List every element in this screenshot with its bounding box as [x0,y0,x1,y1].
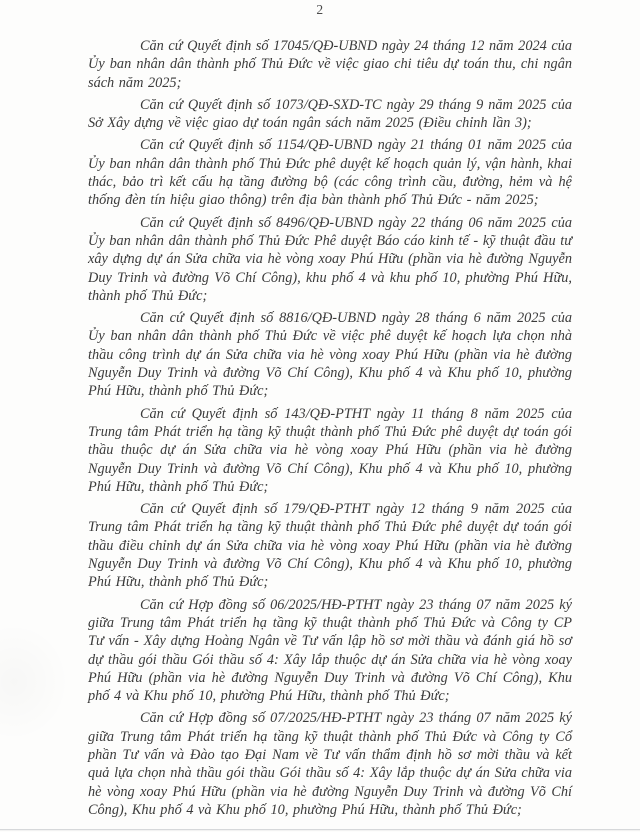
page-number: 2 [316,2,324,17]
paragraph-decision-179: Căn cứ Quyết định số 179/QĐ-PTHT ngày 12 tháng 9 năm 2025 của Trung tâm Phát triển hạ tầng kỹ thuật thành phố Thủ Đức phê duyệt dự toán gói thầu điều chỉnh dự án Sửa chữa via hè vòng xoay Phú Hữu (phần via hè đường Nguyễn Duy Trinh và đường Võ Chí Công), Khu phố 4 và Khu phố 10, phường Phú Hữu, thành phố Thủ Đức; [88,501,572,591]
paragraph-contract-06-2025: Căn cứ Hợp đồng số 06/2025/HĐ-PTHT ngày 23 tháng 07 năm 2025 ký giữa Trung tâm Phát triển hạ tầng kỹ thuật thành phố Thủ Đức và Công ty CP Tư vấn - Xây dựng Hoàng Ngân về Tư vấn lập hồ sơ mời thầu và đánh giá hồ sơ dự thầu gói thầu Gói thầu số 4: Xây lắp thuộc dự án Sửa chữa via hè vòng xoay Phú Hữu (phần via hè đường Nguyễn Duy Trinh và đường Võ Chí Công), Khu phố 4 và Khu phố 10, phường Phú Hữu, thành phố Thủ Đức; [88,596,572,705]
paragraph-decision-1073: Căn cứ Quyết định số 1073/QĐ-SXD-TC ngày 29 tháng 9 năm 2025 của Sở Xây dựng về việc giao dự toán ngân sách năm 2025 (Điều chỉnh lần 3); [88,96,572,132]
paragraph-decision-1154: Căn cứ Quyết định số 1154/QĐ-UBND ngày 21 tháng 01 năm 2025 của Ủy ban nhân dân thành phố Thủ Đức phê duyệt kế hoạch quản lý, vận hành, khai thác, bảo trì kết cấu hạ tầng đường bộ (các công trình cầu, đường, hẻm và hệ thống đèn tín hiệu giao thông) trên địa bàn thành phố Thủ Đức - năm 2025; [88,137,572,209]
paragraph-decision-143: Căn cứ Quyết định số 143/QĐ-PTHT ngày 11 tháng 8 năm 2025 của Trung tâm Phát triển hạ tầng kỹ thuật thành phố Thủ Đức phê duyệt dự toán gói thầu thuộc dự án Sửa chữa via hè vòng xoay Phú Hữu (phần via hè đường Nguyễn Duy Trinh và đường Võ Chí Công), Khu phố 4 và Khu phố 10, phường Phú Hữu, thành phố Thủ Đức; [88,405,572,495]
paragraph-contract-07-2025: Căn cứ Hợp đồng số 07/2025/HĐ-PTHT ngày 23 tháng 07 năm 2025 ký giữa Trung tâm Phát triển hạ tầng kỹ thuật thành phố Thủ Đức và Công ty Cổ phần Tư vấn và Đào tạo Đại Nam về Tư vấn thẩm định hồ sơ mời thầu và kết quả lựa chọn nhà thầu gói thầu Gói thầu số 4: Xây lắp thuộc dự án Sửa chữa via hè vòng xoay Phú Hữu (phần via hè đường Nguyễn Duy Trinh và đường Võ Chí Công), Khu phố 4 và Khu phố 10, phường Phú Hữu, thành phố Thủ Đức; [88,710,572,818]
scan-smudge [0,622,70,742]
document-body [88,37,572,823]
paragraph-decision-8816: Căn cứ Quyết định số 8816/QĐ-UBND ngày 28 tháng 6 năm 2025 của Ủy ban nhân dân thành phố Thủ Đức về việc phê duyệt kế hoạch lựa chọn nhà thầu công trình dự án Sửa chữa via hè vòng xoay Phú Hữu (phần via hè đường Nguyễn Duy Trinh và đường Võ Chí Công), Khu phố 4 và Khu phố 10, phường Phú Hữu, thành phố Thủ Đức; [88,310,572,400]
paragraph-decision-8496: Căn cứ Quyết định số 8496/QĐ-UBND ngày 22 tháng 06 năm 2025 của Ủy ban nhân dân thành phố Thủ Đức Phê duyệt Báo cáo kinh tế - kỹ thuật đầu tư xây dựng dự án Sửa chữa via hè vòng xoay Phú Hữu (phần via hè đường Nguyễn Duy Trinh và đường Võ Chí Công), khu phố 4 và khu phố 10, phường Phú Hữu, thành phố Thủ Đức; [88,214,572,304]
scan-edge-line [0,829,640,830]
paragraph-decision-17045: Căn cứ Quyết định số 17045/QĐ-UBND ngày 24 tháng 12 năm 2024 của Ủy ban nhân dân thành phố Thủ Đức về việc giao chi tiêu dự toán thu, chi ngân sách năm 2025; [88,38,572,91]
